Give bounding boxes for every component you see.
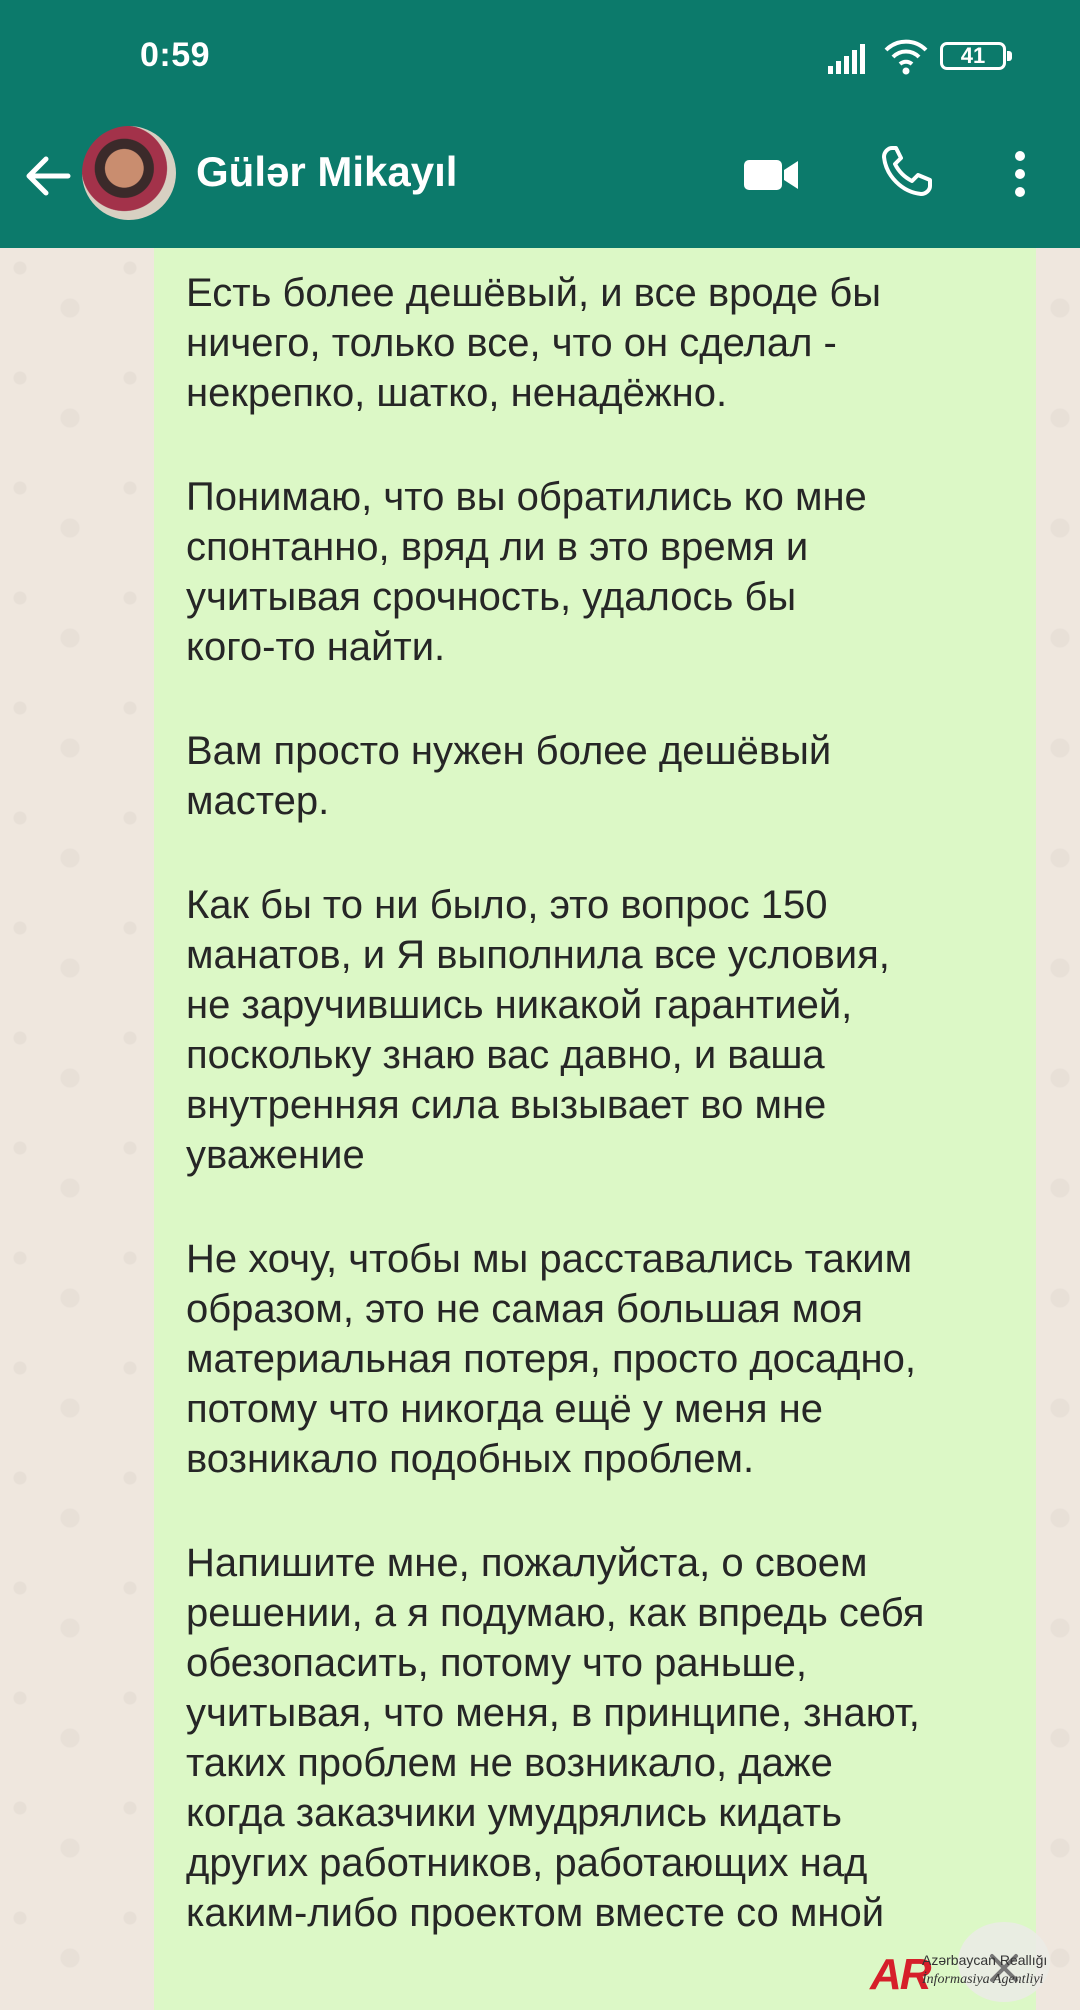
wifi-icon <box>882 36 930 76</box>
message-paragraph: Понимаю, что вы обратились ко мне спонтанно, вряд ли в это время и учитывая срочность, удалось бы кого-то найти. <box>186 475 867 669</box>
status-time: 0:59 <box>140 36 211 74</box>
phone-icon[interactable] <box>878 144 934 200</box>
chat-header <box>0 0 1080 248</box>
message-paragraph: Не хочу, чтобы мы расставались таким образом, это не самая большая моя материальная потеря, просто досадно, потому что никогда ещё у меня не возникало подобных проблем. <box>186 1237 916 1481</box>
message-paragraph: Есть более дешёвый, и все вроде бы ничего, только все, что он сделал - некрепко, шатко, ненадёжно. <box>186 271 882 415</box>
more-vert-icon[interactable] <box>1000 144 1040 204</box>
message-paragraph: Как бы то ни было, это вопрос 150 манатов, и Я выполнила все условия, не заручившись никакой гарантией, поскольку знаю вас давно, и ваша внутренняя сила вызывает во мне уважение <box>186 883 890 1177</box>
message-bubble[interactable] <box>154 248 1036 2010</box>
battery-indicator: 41 <box>940 42 1006 70</box>
video-call-icon[interactable] <box>742 150 802 200</box>
status-bar <box>0 0 1080 110</box>
contact-name[interactable]: Gülər Mikayıl <box>196 148 458 195</box>
signal-icon <box>826 44 872 74</box>
agency-name: Azərbaycan Reallığı <box>922 1952 1048 1968</box>
back-arrow-icon[interactable] <box>18 146 78 206</box>
agency-watermark <box>870 1946 1070 2006</box>
agency-logo: AR <box>870 1950 930 1999</box>
agency-subtitle: İnformasiya Agentliyi <box>922 1972 1044 1987</box>
chat-toolbar <box>0 110 1080 248</box>
message-paragraph: Вам просто нужен более дешёвый мастер. <box>186 729 832 823</box>
message-paragraph: Напишите мне, пожалуйста, о своем решении, а я подумаю, как впредь себя обезопасить, потому что раньше, учитывая, что меня, в принципе, знают, таких проблем не возникало, даже когда заказчики умудрялись кидать других работников, работающих над каким-либо проектом вместе со мной <box>186 1541 925 1935</box>
contact-avatar[interactable] <box>82 126 176 220</box>
